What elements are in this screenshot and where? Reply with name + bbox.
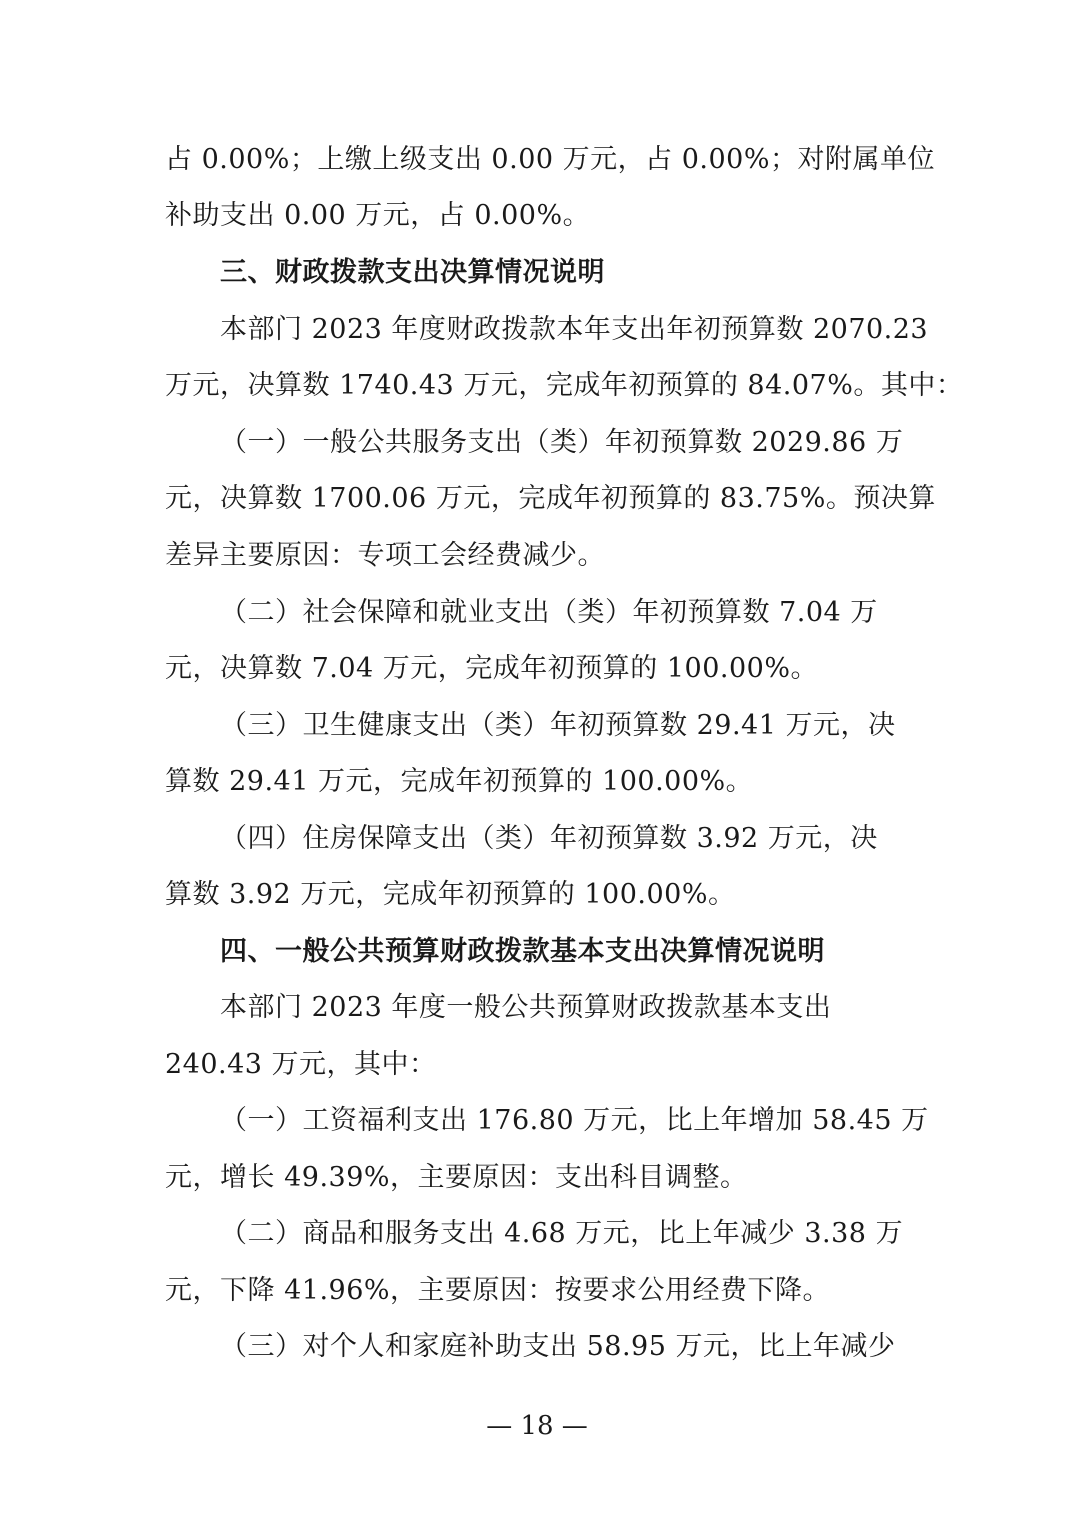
body-text-line: 元，决算数 1700.06 万元，完成年初预算的 83.75%。预决算 [165,483,936,514]
body-text-line: 元，下降 41.96%，主要原因：按要求公用经费下降。 [165,1275,831,1306]
section-heading: 三、财政拨款支出决算情况说明 [220,257,605,288]
body-text-line: 元，增长 49.39%，主要原因：支出科目调整。 [165,1162,748,1193]
body-text-line: （一）一般公共服务支出（类）年初预算数 2029.86 万 [220,427,904,458]
body-text-line: （二）商品和服务支出 4.68 万元，比上年减少 3.38 万 [220,1218,904,1249]
body-text-line: （一）工资福利支出 176.80 万元，比上年增加 58.45 万 [220,1105,929,1136]
body-text-line: 算数 3.92 万元，完成年初预算的 100.00%。 [165,879,736,910]
body-text-line: 补助支出 0.00 万元，占 0.00%。 [165,200,591,231]
body-text-line: 占 0.00%；上缴上级支出 0.00 万元，占 0.00%；对附属单位 [165,144,935,175]
body-text-line: （三）卫生健康支出（类）年初预算数 29.41 万元，决 [220,710,896,741]
body-text-line: （四）住房保障支出（类）年初预算数 3.92 万元，决 [220,823,878,854]
body-text-line: （二）社会保障和就业支出（类）年初预算数 7.04 万 [220,597,878,628]
section-heading: 四、一般公共预算财政拨款基本支出决算情况说明 [220,936,825,967]
body-text-line: 240.43 万元，其中： [165,1049,437,1080]
page-number: — 18 — [486,1411,588,1441]
body-text-line: 差异主要原因：专项工会经费减少。 [165,540,605,571]
body-text-line: 本部门 2023 年度一般公共预算财政拨款基本支出 [220,992,832,1023]
body-text-line: 算数 29.41 万元，完成年初预算的 100.00%。 [165,766,754,797]
body-text-line: 元，决算数 7.04 万元，完成年初预算的 100.00%。 [165,653,818,684]
body-text-line: 本部门 2023 年度财政拨款本年支出年初预算数 2070.23 [220,314,929,345]
body-text-line: （三）对个人和家庭补助支出 58.95 万元，比上年减少 [220,1331,896,1362]
body-text-line: 万元，决算数 1740.43 万元，完成年初预算的 84.07%。其中： [165,370,964,401]
